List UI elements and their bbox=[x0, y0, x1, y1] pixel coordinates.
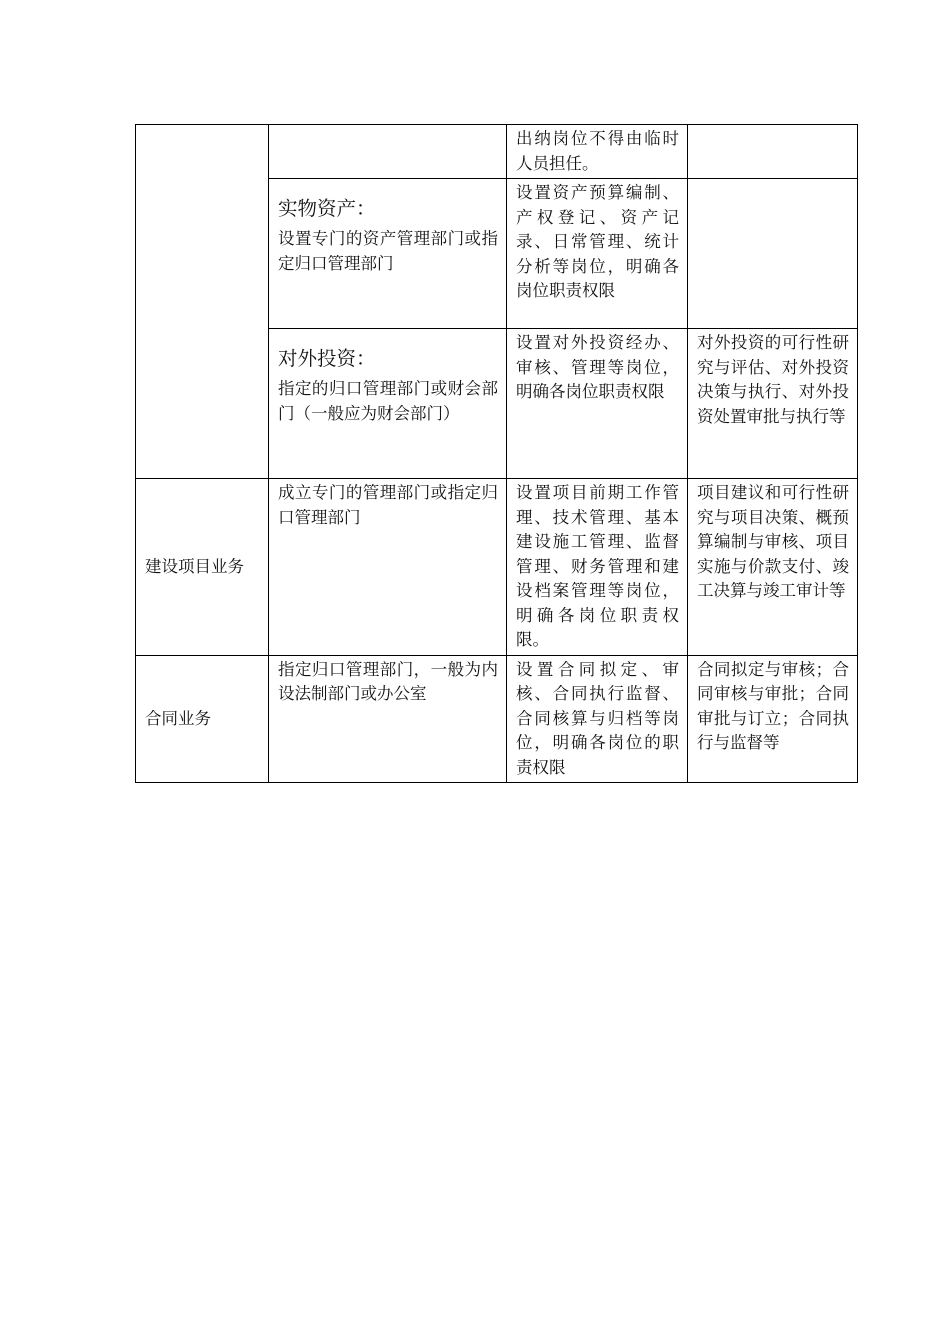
table-cell: 设置资产预算编制、产权登记、资产记录、日常管理、统计分析等岗位，明确各岗位职责权限 bbox=[507, 179, 688, 329]
business-table bbox=[135, 124, 858, 783]
table-cell: 设置对外投资经办、审核、管理等岗位，明确各岗位职责权限 bbox=[507, 329, 688, 479]
table-cell: 设置合同拟定、审核、合同执行监督、合同核算与归档等岗位，明确各岗位的职责权限 bbox=[507, 655, 688, 783]
table-cell: 项目建议和可行性研究与项目决策、概预算编制与审核、项目实施与价款支付、竣工决算与竣工审计等 bbox=[688, 479, 858, 656]
table-cell: 合同业务 bbox=[136, 655, 269, 783]
cell-heading: 对外投资： bbox=[278, 347, 376, 370]
table-cell: 设置项目前期工作管理、技术管理、基本建设施工管理、监督管理、财务管理和建设档案管理等岗位，明确各岗位职责权限。 bbox=[507, 479, 688, 656]
table-cell bbox=[136, 125, 269, 479]
cell-heading: 实物资产： bbox=[278, 197, 376, 220]
table-cell: 建设项目业务 bbox=[136, 479, 269, 656]
table-cell: 对外投资的可行性研究与评估、对外投资决策与执行、对外投资处置审批与执行等 bbox=[688, 329, 858, 479]
table-row bbox=[136, 655, 858, 783]
table-row bbox=[136, 479, 858, 656]
table-cell bbox=[269, 329, 507, 479]
table-cell: 出纳岗位不得由临时人员担任。 bbox=[507, 125, 688, 179]
table-cell: 指定归口管理部门，一般为内设法制部门或办公室 bbox=[269, 655, 507, 783]
table-row bbox=[136, 125, 858, 179]
table-cell bbox=[688, 179, 858, 329]
table-cell bbox=[688, 125, 858, 179]
table-cell: 合同拟定与审核；合同审核与审批；合同审批与订立；合同执行与监督等 bbox=[688, 655, 858, 783]
cell-text: 设置专门的资产管理部门或指定归口管理部门 bbox=[278, 229, 498, 273]
table-cell: 成立专门的管理部门或指定归口管理部门 bbox=[269, 479, 507, 656]
cell-text: 指定的归口管理部门或财会部门（一般应为财会部门） bbox=[278, 379, 498, 423]
table-cell bbox=[269, 125, 507, 179]
table-cell bbox=[269, 179, 507, 329]
